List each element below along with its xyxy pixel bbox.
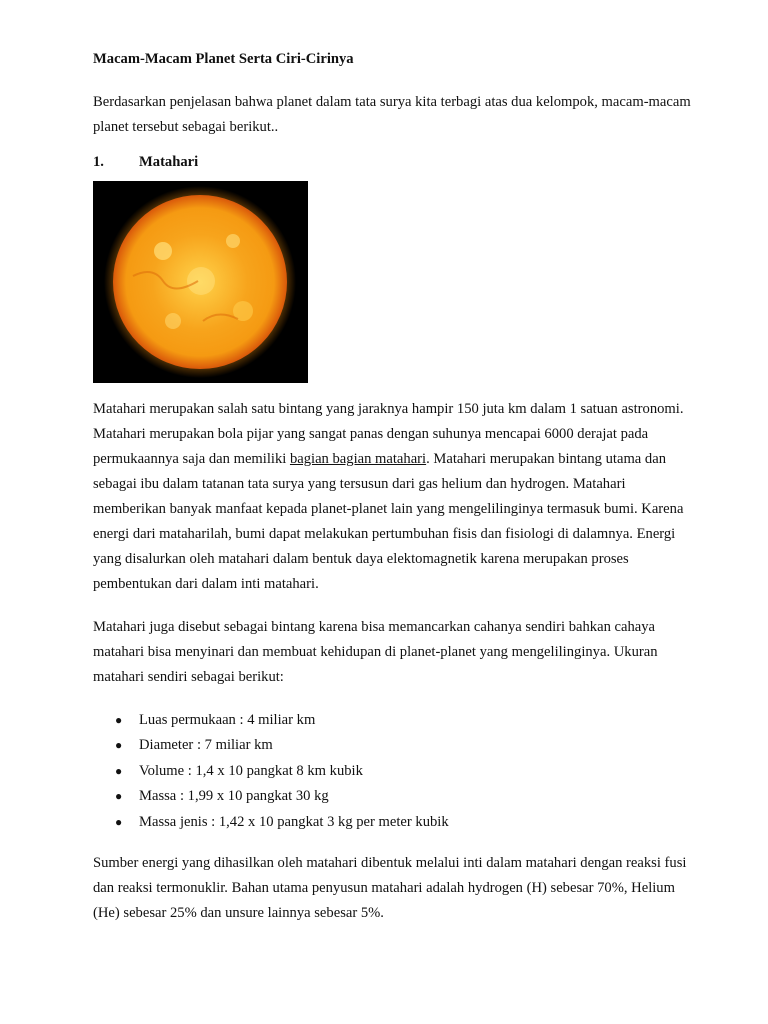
paragraph-1-text-a: Matahari merupakan salah satu bintang yang jaraknya hampir 150 juta km dalam 1 satuan astronomi. Matahari merupakan bola pijar yang sangat panas dengan suhunya mencapai 6000 derajat pada permukaannya saja dan memiliki: [93, 401, 684, 467]
bullet-icon: ●: [115, 738, 123, 753]
paragraph-2: Matahari juga disebut sebagai bintang karena bisa memancarkan cahanya sendiri bahkan cahaya matahari bisa menyinari dan membuat kehidupan di planet-planet yang mengelilinginya. Ukuran matahari sendiri sebagai berikut:: [93, 619, 658, 685]
list-item-text: Volume : 1,4 x 10 pangkat 8 km kubik: [139, 762, 363, 779]
sun-image: [93, 181, 308, 383]
list-item-text: Massa jenis : 1,42 x 10 pangkat 3 kg per meter kubik: [139, 813, 449, 830]
paragraph-3: Sumber energi yang dihasilkan oleh matahari dibentuk melalui inti dalam matahari dengan reaksi fusi dan reaksi termonuklir. Bahan utama penyusun matahari adalah hydrogen (H) sebesar 70%, Helium (He) sebesar 25% dan unsure lainnya sebesar 5%.: [93, 855, 687, 921]
list-item: [93, 810, 449, 835]
list-item: [93, 708, 449, 733]
list-item: [93, 733, 449, 758]
bullet-icon: ●: [115, 789, 123, 804]
list-item-text: Luas permukaan : 4 miliar km: [139, 712, 316, 728]
section-heading: [93, 154, 198, 171]
document-title: Macam-Macam Planet Serta Ciri-Cirinya: [93, 51, 354, 67]
paragraph-1-text-b: . Matahari merupakan bintang utama dan sebagai ibu dalam tatanan tata surya yang tersusun dari gas helium dan hydrogen. Matahari memberikan banyak manfaat kepada planet-planet lain yang mengelilinginya termasuk bumi. Karena energi dari mataharilah, bumi dapat melakukan pertumbuhan fisis dan fisiologi di dalamnya. Energi yang disalurkan oleh matahari dalam bentuk daya elektomagnetik karena merupakan proses pembentukan dari dalam inti matahari.: [93, 451, 684, 592]
paragraph-1: [93, 397, 693, 597]
section-number: 1.: [93, 154, 104, 170]
list-item: [93, 784, 449, 809]
link-bagian-matahari[interactable]: bagian bagian matahari: [289, 451, 427, 467]
list-item-text: Massa : 1,99 x 10 pangkat 30 kg: [139, 788, 329, 805]
sun-icon: [93, 181, 308, 383]
bullet-icon: ●: [115, 763, 123, 778]
bullet-icon: ●: [115, 713, 123, 727]
section-title: Matahari: [139, 154, 199, 170]
bullet-icon: ●: [115, 814, 123, 829]
list-item-text: Diameter : 7 miliar km: [139, 737, 273, 754]
intro-paragraph: Berdasarkan penjelasan bahwa planet dalam tata surya kita terbagi atas dua kelompok, macam-macam planet tersebut sebagai berikut..: [93, 94, 691, 135]
list-item: [93, 759, 449, 784]
sun-facts-list: [93, 708, 449, 835]
